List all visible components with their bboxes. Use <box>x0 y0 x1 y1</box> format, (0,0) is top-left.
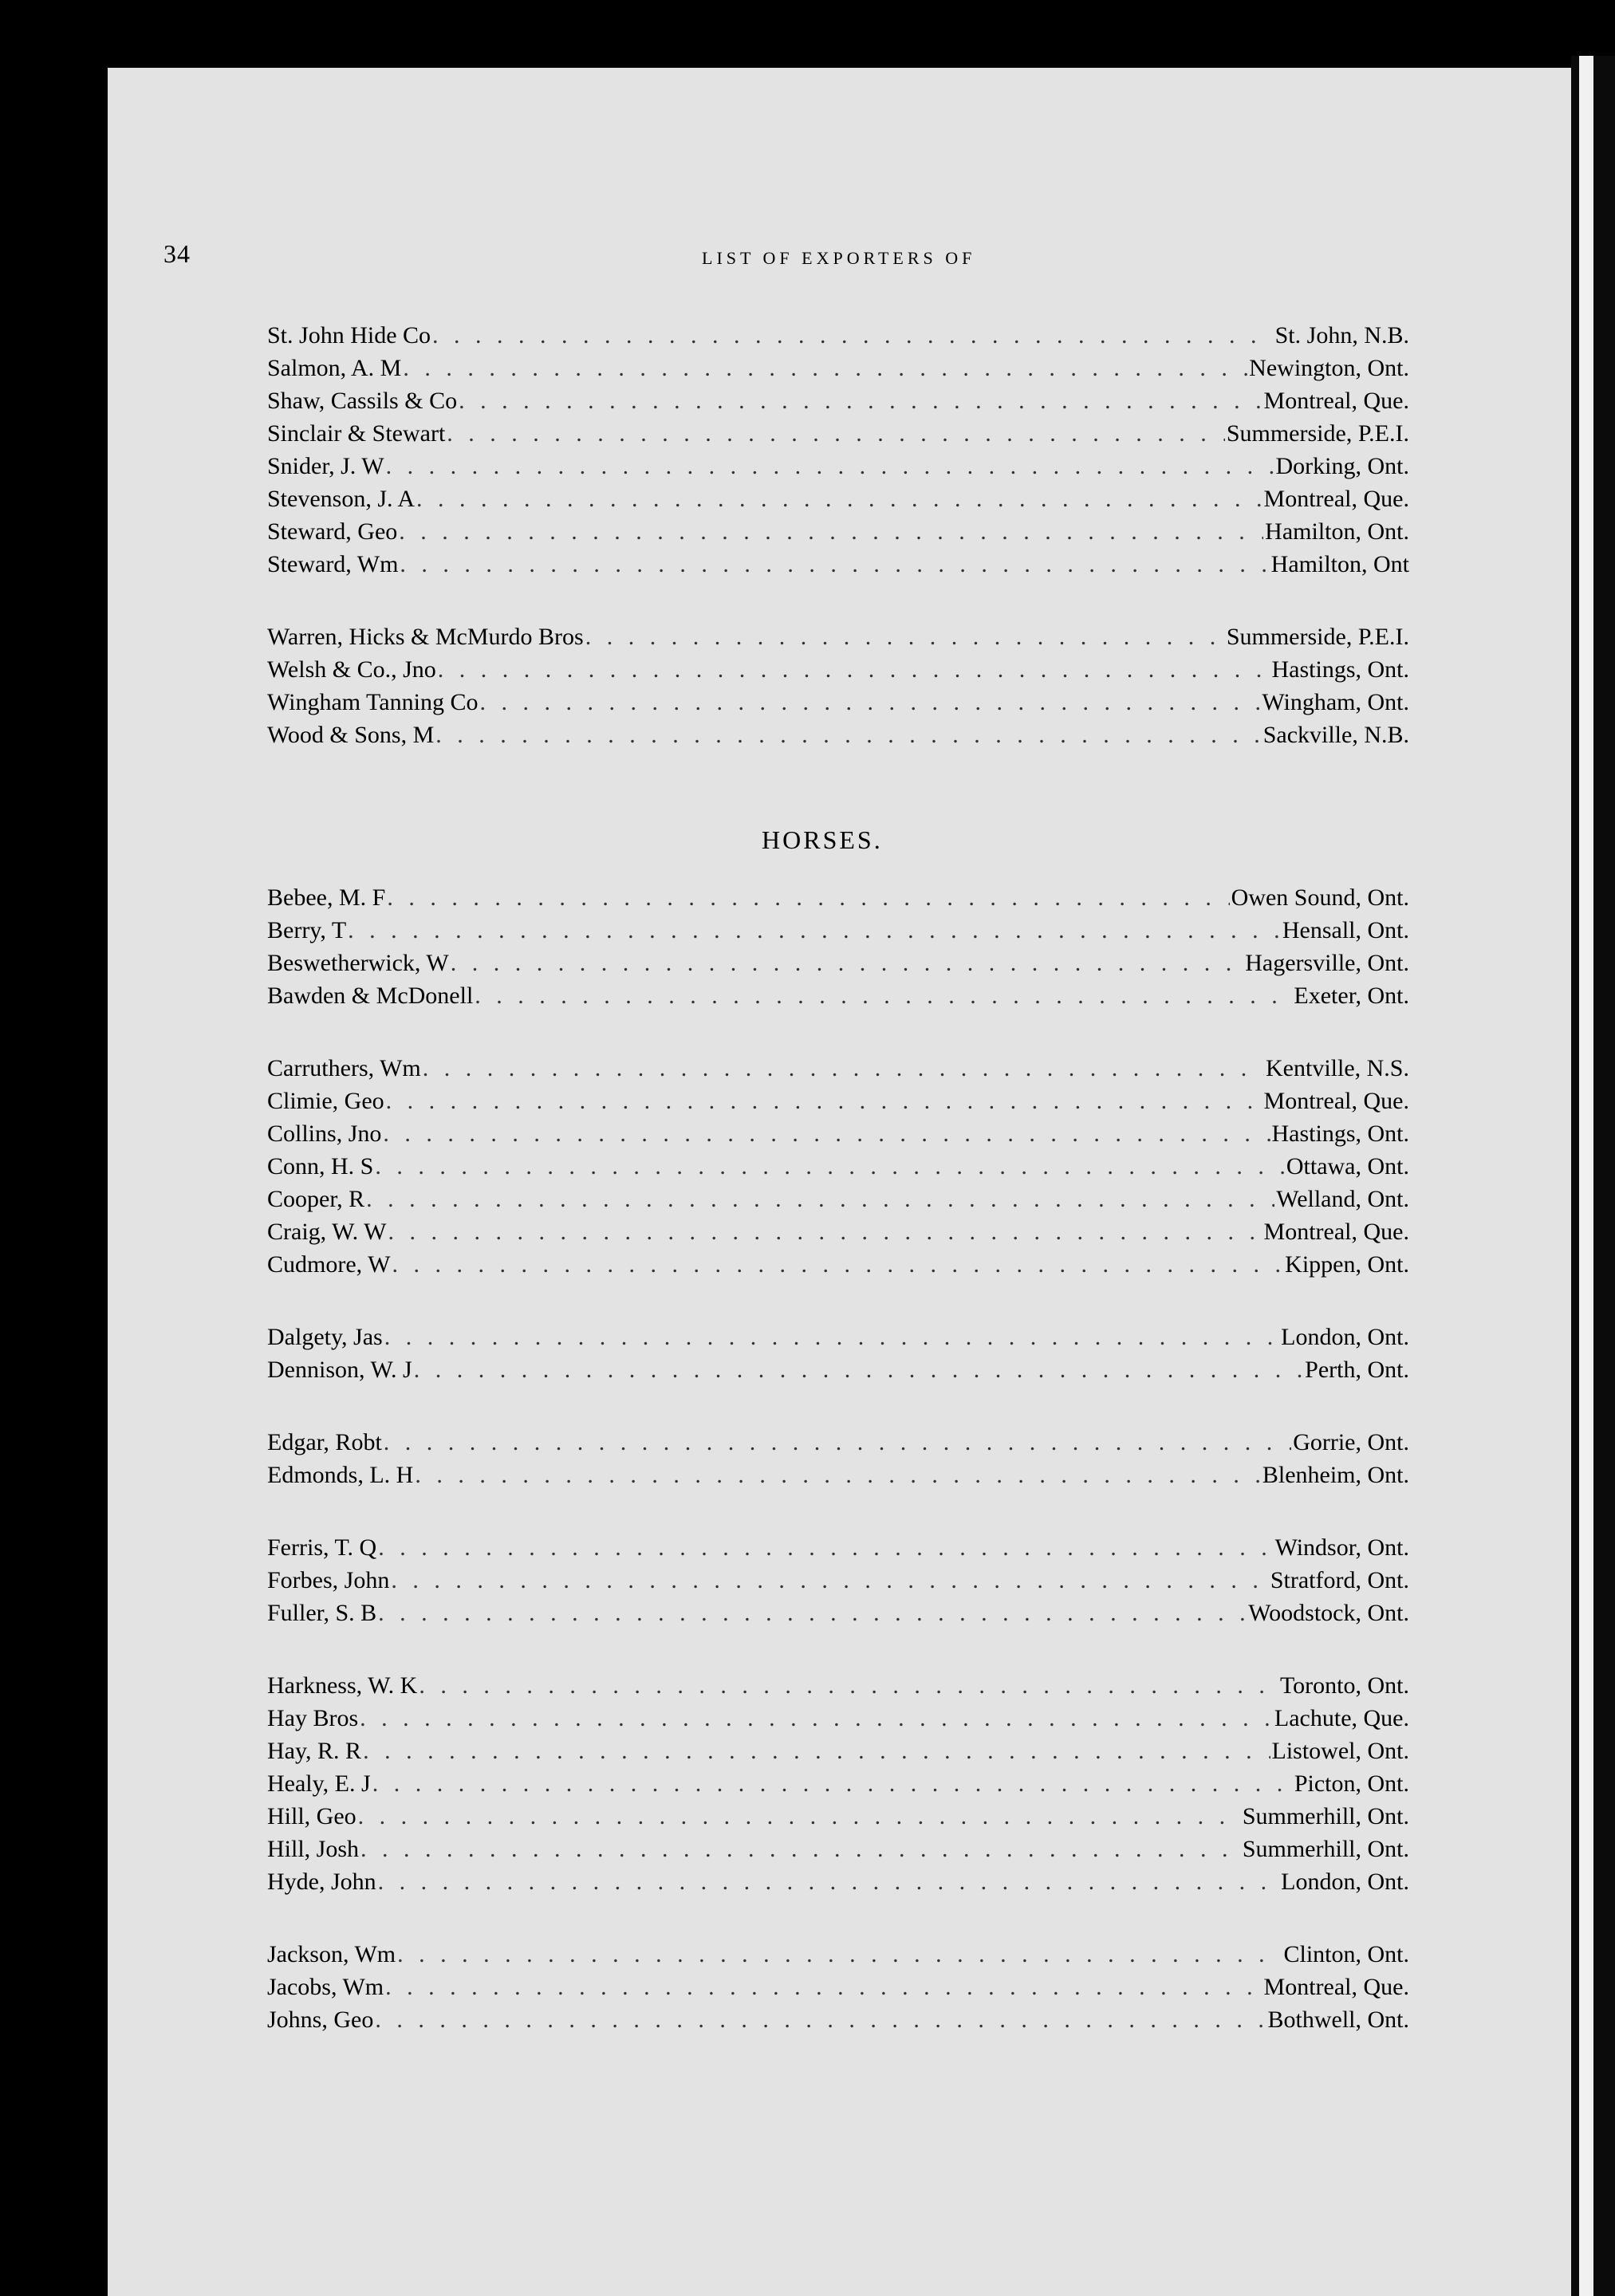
exporter-name: Hill, Geo <box>267 1803 356 1829</box>
exporter-name: Climie, Geo <box>267 1088 384 1114</box>
exporter-entry <box>267 1564 1409 1597</box>
exporter-name: Snider, J. W <box>267 453 384 479</box>
dot-leader <box>447 417 1225 450</box>
dot-leader <box>385 1971 1262 2003</box>
exporter-name: Bawden & McDonell <box>267 983 474 1009</box>
exporter-location: Hagersville, Ont. <box>1245 950 1409 976</box>
dot-leader <box>378 1597 1247 1629</box>
dot-leader <box>423 1052 1264 1085</box>
exporter-name: Jackson, Wm <box>267 1941 396 1967</box>
exporter-entry <box>267 450 1409 482</box>
dot-leader <box>415 1459 1261 1491</box>
exporter-entry <box>267 1117 1409 1150</box>
entry-group <box>267 1669 1409 1898</box>
exporter-entry <box>267 1426 1409 1459</box>
exporter-entry <box>267 319 1409 352</box>
dot-leader <box>432 319 1274 352</box>
exporter-location: Bothwell, Ont. <box>1267 2007 1409 2033</box>
exporter-entry <box>267 1597 1409 1629</box>
exporter-name: Hay, R. R <box>267 1738 362 1764</box>
dot-leader <box>384 1426 1291 1459</box>
exporter-entry <box>267 1833 1409 1865</box>
exporter-location: Picton, Ont. <box>1294 1770 1409 1797</box>
dot-leader <box>386 450 1274 482</box>
exporter-entry <box>267 881 1409 914</box>
exporter-name: Healy, E. J <box>267 1770 371 1797</box>
exporter-entry <box>267 947 1409 979</box>
exporter-location: Summerhill, Ont. <box>1242 1803 1409 1829</box>
exporter-location: Sackville, N.B. <box>1262 722 1409 748</box>
running-title: LIST OF EXPORTERS OF <box>702 248 976 268</box>
dot-leader <box>585 620 1225 653</box>
exporter-location: Stratford, Ont. <box>1270 1567 1409 1593</box>
exporter-entry <box>267 1085 1409 1117</box>
exporter-entry <box>267 979 1409 1012</box>
exporter-entry <box>267 1669 1409 1702</box>
exporter-name: Hay Bros <box>267 1705 359 1731</box>
dot-leader <box>366 1183 1274 1215</box>
exporter-location: Newington, Ont. <box>1249 355 1409 381</box>
exporter-location: Gorrie, Ont. <box>1293 1429 1409 1455</box>
exporter-name: Ferris, T. Q <box>267 1534 377 1561</box>
exporter-name: Welsh & Co., Jno <box>267 656 436 683</box>
exporter-entry <box>267 1321 1409 1353</box>
exporter-name: Bebee, M. F <box>267 884 386 911</box>
dot-leader <box>419 1669 1278 1702</box>
exporter-name: Carruthers, Wm <box>267 1055 421 1081</box>
dot-leader <box>399 515 1263 548</box>
dot-leader <box>475 979 1292 1012</box>
dot-leader <box>403 352 1247 384</box>
exporter-location: St. John, N.B. <box>1274 322 1409 349</box>
exporter-name: Collins, Jno <box>267 1120 382 1147</box>
exporter-name: Wingham Tanning Co <box>267 689 479 715</box>
exporter-location: Kentville, N.S. <box>1266 1055 1409 1081</box>
exporter-entry <box>267 620 1409 653</box>
exporter-location: Blenheim, Ont. <box>1262 1462 1409 1488</box>
dot-leader <box>438 653 1270 686</box>
exporter-list-hides <box>267 319 1409 751</box>
exporter-location: Hastings, Ont. <box>1271 1120 1409 1147</box>
exporter-name: Hill, Josh <box>267 1836 360 1862</box>
exporter-entry <box>267 719 1409 751</box>
dot-leader <box>459 384 1262 417</box>
exporter-location: Clinton, Ont. <box>1283 1941 1409 1967</box>
dot-leader <box>388 1215 1262 1248</box>
exporter-location: Kippen, Ont. <box>1285 1251 1409 1278</box>
exporter-location: Welland, Ont. <box>1276 1186 1409 1212</box>
dot-leader <box>372 1767 1293 1800</box>
exporter-entry <box>267 1531 1409 1564</box>
exporter-location: Perth, Ont. <box>1305 1357 1409 1383</box>
exporter-name: Salmon, A. M <box>267 355 402 381</box>
exporter-entry <box>267 1865 1409 1898</box>
exporter-name: Shaw, Cassils & Co <box>267 388 458 414</box>
exporter-name: Stevenson, J. A <box>267 486 416 512</box>
exporter-location: Hensall, Ont. <box>1282 917 1409 943</box>
exporter-location: Summerside, P.E.I. <box>1226 420 1409 447</box>
exporter-location: Hastings, Ont. <box>1271 656 1409 683</box>
exporter-name: Steward, Geo <box>267 518 398 545</box>
dot-leader <box>384 1321 1279 1353</box>
exporter-entry <box>267 653 1409 686</box>
exporter-entry <box>267 1767 1409 1800</box>
exporter-location: Montreal, Que. <box>1263 1974 1409 2000</box>
exporter-name: Jacobs, Wm <box>267 1974 384 2000</box>
dot-leader <box>479 686 1260 719</box>
exporter-location: Summerhill, Ont. <box>1242 1836 1409 1862</box>
exporter-location: Toronto, Ont. <box>1279 1672 1409 1699</box>
entry-group <box>267 1531 1409 1629</box>
dot-leader <box>375 2003 1266 2036</box>
exporter-name: Craig, W. W <box>267 1219 387 1245</box>
entry-group <box>267 1426 1409 1491</box>
exporter-name: Conn, H. S <box>267 1153 374 1180</box>
exporter-name: Cooper, R <box>267 1186 365 1212</box>
exporter-entry <box>267 1248 1409 1281</box>
exporter-name: Edgar, Robt <box>267 1429 382 1455</box>
entry-group <box>267 620 1409 751</box>
exporter-name: Hyde, John <box>267 1869 376 1895</box>
dot-leader <box>360 1702 1273 1735</box>
exporter-entry <box>267 1800 1409 1833</box>
exporter-list-horses <box>267 881 1409 2036</box>
exporter-location: Summerside, P.E.I. <box>1226 624 1409 650</box>
exporter-entry <box>267 482 1409 515</box>
exporter-entry <box>267 2003 1409 2036</box>
dot-leader <box>435 719 1261 751</box>
exporter-entry <box>267 1735 1409 1767</box>
entry-group <box>267 1321 1409 1386</box>
exporter-entry <box>267 1459 1409 1491</box>
exporter-name: Beswetherwick, W <box>267 950 449 976</box>
exporter-location: Exeter, Ont. <box>1294 983 1409 1009</box>
exporter-entry <box>267 914 1409 947</box>
exporter-location: Montreal, Que. <box>1263 1088 1409 1114</box>
exporter-location: London, Ont. <box>1281 1324 1409 1350</box>
dot-leader <box>391 1564 1269 1597</box>
exporter-entry <box>267 1215 1409 1248</box>
exporter-location: Woodstock, Ont. <box>1248 1600 1409 1626</box>
exporter-name: St. John Hide Co <box>267 322 431 349</box>
exporter-location: Ottawa, Ont. <box>1286 1153 1409 1180</box>
exporter-location: Montreal, Que. <box>1263 486 1409 512</box>
dot-leader <box>375 1150 1285 1183</box>
exporter-location: Lachute, Que. <box>1274 1705 1409 1731</box>
exporter-entry <box>267 1150 1409 1183</box>
exporter-entry <box>267 1183 1409 1215</box>
dot-leader <box>378 1531 1273 1564</box>
exporter-name: Warren, Hicks & McMurdo Bros <box>267 624 584 650</box>
section-heading-horses: HORSES. <box>762 825 883 854</box>
exporter-location: Montreal, Que. <box>1263 388 1409 414</box>
dot-leader <box>363 1735 1270 1767</box>
dot-leader <box>397 1938 1282 1971</box>
entry-group <box>267 1052 1409 1281</box>
dot-leader <box>386 1085 1262 1117</box>
exporter-entry <box>267 1353 1409 1386</box>
dot-leader <box>392 1248 1283 1281</box>
exporter-name: Fuller, S. B <box>267 1600 377 1626</box>
exporter-location: Hamilton, Ont <box>1270 551 1409 577</box>
exporter-name: Dalgety, Jas <box>267 1324 383 1350</box>
dot-leader <box>414 1353 1303 1386</box>
exporter-entry <box>267 686 1409 719</box>
exporter-name: Sinclair & Stewart <box>267 420 446 447</box>
exporter-location: Hamilton, Ont. <box>1265 518 1409 545</box>
dot-leader <box>360 1833 1241 1865</box>
exporter-name: Harkness, W. K <box>267 1672 418 1699</box>
exporter-location: Montreal, Que. <box>1263 1219 1409 1245</box>
exporter-name: Cudmore, W <box>267 1251 391 1278</box>
exporter-name: Berry, T <box>267 917 347 943</box>
dot-leader <box>451 947 1244 979</box>
entry-group <box>267 319 1409 581</box>
facing-page-edge <box>1571 56 1615 2296</box>
facing-page-strip <box>1579 56 1593 2296</box>
exporter-entry <box>267 1971 1409 2003</box>
exporter-entry <box>267 1938 1409 1971</box>
exporter-name: Wood & Sons, M <box>267 722 435 748</box>
dot-leader <box>416 482 1262 515</box>
exporter-location: Dorking, Ont. <box>1275 453 1409 479</box>
exporter-location: Wingham, Ont. <box>1262 689 1409 715</box>
exporter-entry <box>267 1052 1409 1085</box>
exporter-location: Owen Sound, Ont. <box>1231 884 1409 911</box>
exporter-name: Forbes, John <box>267 1567 390 1593</box>
dot-leader <box>378 1865 1280 1898</box>
exporter-entry <box>267 417 1409 450</box>
exporter-name: Johns, Geo <box>267 2007 374 2033</box>
entry-group <box>267 881 1409 1012</box>
dot-leader <box>400 548 1269 581</box>
exporter-name: Edmonds, L. H <box>267 1462 414 1488</box>
exporter-entry <box>267 515 1409 548</box>
page-number: 34 <box>163 239 191 268</box>
exporter-location: London, Ont. <box>1281 1869 1409 1895</box>
entry-group <box>267 1938 1409 2036</box>
dot-leader <box>383 1117 1270 1150</box>
exporter-location: Windsor, Ont. <box>1274 1534 1409 1561</box>
exporter-name: Dennison, W. J <box>267 1357 412 1383</box>
exporter-entry <box>267 384 1409 417</box>
exporter-entry <box>267 1702 1409 1735</box>
exporter-name: Steward, Wm <box>267 551 399 577</box>
exporter-entry <box>267 548 1409 581</box>
dot-leader <box>348 914 1281 947</box>
exporter-location: Listowel, Ont. <box>1271 1738 1409 1764</box>
dot-leader <box>387 881 1229 914</box>
dot-leader <box>358 1800 1241 1833</box>
exporter-entry <box>267 352 1409 384</box>
